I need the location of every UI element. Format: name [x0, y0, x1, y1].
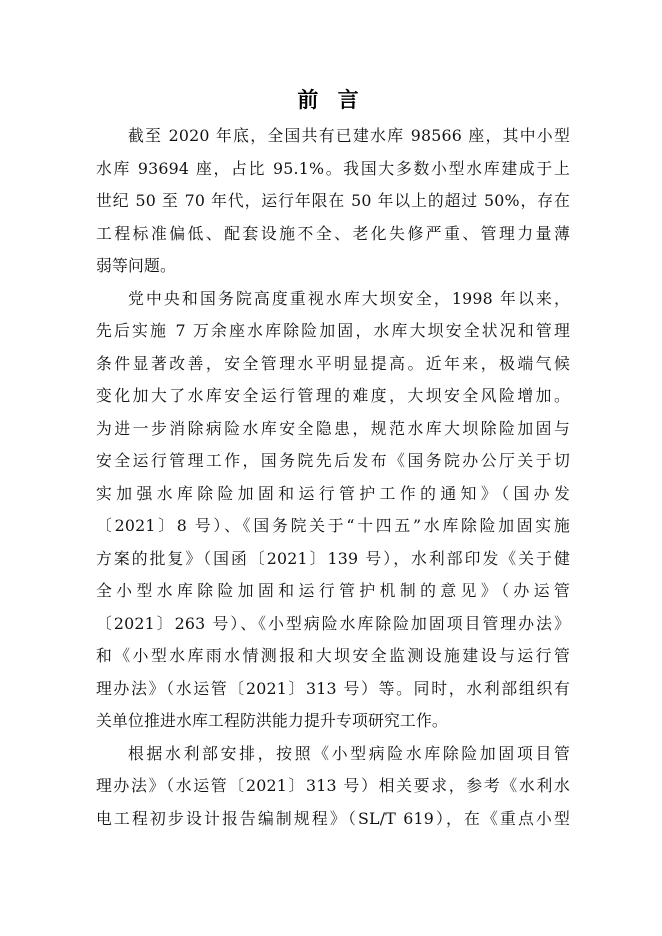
paragraph-2-line-5: 为进一步消除病险水库安全隐患，规范水库大坝除险加固与 — [96, 418, 570, 438]
paragraph-3-line-3: 电工程初步设计报告编制规程》（SL/T 619），在《重点小型 — [96, 808, 570, 828]
paragraph-2-line-1: 党中央和国务院高度重视水库大坝安全，1998 年以来， — [128, 288, 570, 308]
paragraph-3-line-2: 理办法》（水运管〔2021〕313 号）相关要求，参考《水利水 — [96, 776, 570, 795]
paragraph-2-line-2: 先后实施 7 万余座水库除险加固，水库大坝安全状况和管理 — [96, 321, 570, 340]
paragraph-1-line-1: 截至 2020 年底，全国共有已建水库 98566 座，其中小型 — [128, 126, 570, 145]
paragraph-2-line-14: 关单位推进水库工程防洪能力提升专项研究工作。 — [96, 711, 448, 730]
paragraph-3-line-1: 根据水利部安排，按照《小型病险水库除险加固项目管 — [128, 743, 570, 763]
paragraph-2-line-7: 实加强水库除险加固和运行管护工作的通知》（国办发 — [96, 483, 570, 503]
paragraph-2-line-8: 〔2021〕8 号）、《国务院关于“十四五”水库除险加固实施 — [96, 516, 570, 535]
paragraph-2-line-3: 条件显著改善，安全管理水平明显提高。近年来，极端气候 — [96, 353, 570, 373]
paragraph-2-line-11: 〔2021〕263 号）、《小型病险水库除险加固项目管理办法》 — [96, 613, 570, 633]
paragraph-1-line-5: 弱等问题。 — [96, 256, 176, 275]
paragraph-2-line-13: 理办法》（水运管〔2021〕313 号）等。同时，水利部组织有 — [96, 678, 570, 698]
paragraph-1-line-3: 世纪 50 至 70 年代，运行年限在 50 年以上的超过 50%，存在 — [96, 191, 570, 210]
document-body — [96, 120, 570, 835]
paragraph-2-line-12: 和《小型水库雨水情测报和大坝安全监测设施建设与运行管 — [96, 646, 570, 665]
page-title: 前 言 — [297, 88, 365, 112]
paragraph-2-line-4: 变化加大了水库安全运行管理的难度，大坝安全风险增加。 — [96, 386, 570, 405]
paragraph-1-line-4: 工程标准偏低、配套设施不全、老化失修严重、管理力量薄 — [96, 223, 570, 243]
paragraph-2-line-9: 方案的批复》（国函〔2021〕139 号），水利部印发《关于健 — [96, 548, 570, 568]
paragraph-1-line-2: 水库 93694 座，占比 95.1%。我国大多数小型水库建成于上 — [96, 158, 570, 178]
paragraph-2-line-6: 安全运行管理工作，国务院先后发布《国务院办公厅关于切 — [96, 451, 570, 470]
paragraph-2-line-10: 全小型水库除险加固和运行管护机制的意见》（办运管 — [96, 581, 570, 600]
